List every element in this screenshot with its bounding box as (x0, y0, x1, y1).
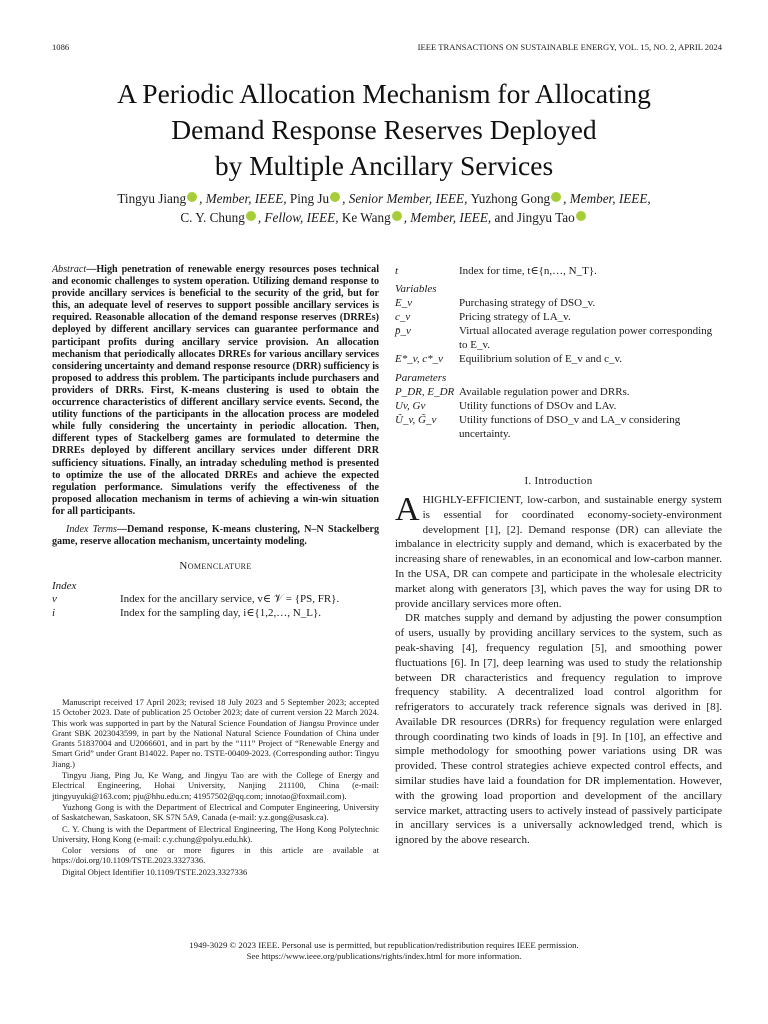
nomenclature-row (395, 385, 722, 399)
nomenclature-definition: Equilibrium solution of E_v and c_v. (459, 353, 623, 366)
nomenclature-row (52, 592, 379, 606)
nomenclature-row (395, 296, 722, 310)
author-role: , Member, IEEE, (563, 191, 651, 206)
author-name: Ke Wang (341, 210, 391, 225)
author-role: , Member, IEEE, (403, 210, 495, 225)
nomenclature-definition: Utility functions of DSOv and LAv. (459, 399, 617, 412)
copyright-notice (40, 940, 728, 962)
orcid-icon[interactable] (330, 192, 340, 202)
nomenclature-symbol: Ũ_v, G̃_v (395, 413, 437, 426)
nomenclature-definition: Utility functions of DSO_v and LA_v considering uncertainty. (459, 413, 681, 440)
orcid-icon[interactable] (576, 211, 586, 221)
section-heading-introduction: I. Introduction (524, 474, 593, 487)
nomenclature-row (395, 264, 722, 278)
nomenclature-symbol: Uv, Gv (395, 399, 426, 412)
index-terms-text: —Demand response, K-means clustering, N–N Stackelberg game, reserve allocation mechanism, uncertainty modeling. (52, 523, 379, 548)
right-column (395, 264, 722, 848)
intro-paragraph: DR matches supply and demand by adjusting the power consumption of users, usually by providing ancillary services to the system, such as peak-shaving [4], frequency regulation [5], and smoothing power fluctuations [6]. In [7], deep learning was used to study the relationship between DR characteristics and frequency regulation to improve frequency stability. A decentralized load control algorithm for refrigerators to accurately track reference signals was derived in [8]. Available DR resources (DRRs) for frequency regulation were enlarged through coordinating two kinds of loads in [9]. In [10], an effective and simple methodology for smoothing power variations using DR was provided. These control strategies achieve expected control effects, and similar studies have laid a foundation for DR implementation. However, with the growing load proportion and development of the ancillary service market, attracting users to actively instead of passively participate in ancillary services is a universally acknowledged trend, which is ignored by the above research. (395, 612, 722, 847)
variables-subheading: Variables (395, 283, 437, 296)
nomenclature-definition: Index for the sampling day, i∈{1,2,…, N_L}. (120, 607, 321, 620)
nomenclature-definition: Pricing strategy of LA_v. (459, 311, 571, 324)
author-name: Ping Ju (289, 191, 330, 206)
author-list (60, 189, 708, 227)
footnote: Digital Object Identifier 10.1109/TSTE.2023.3327336 (62, 866, 248, 877)
introduction-body (395, 490, 722, 848)
nomenclature-symbol: i (52, 607, 56, 620)
abstract-text: —High penetration of renewable energy resources poses technical and economic challenges to system operation. Utilizing demand response to provide ancillary services is beneficial to the security of the grid, but for this, an adequate level of reserves to support possible ancillary services is required. Reasonable allocation of the demand response reserves (DRREs) deployed by different ancillary services can guarantee performance and participant profits during ancillary service provision. An allocation mechanism that periodically allocates DRREs for various ancillary services considering uncertainty and demand response resource (DRR) sufficiency is proposed to address this problem. The participants include purchasers and providers of DRRs. First, K-means clustering is used to obtain the occurrence characteristics of different ancillary service events. Second, the utility functions of the participants in the allocation process are modeled while fully considering the uncertainty in periodic allocation. Then, different types of Stackelberg games are formulated to determine the DRREs deployed by different ancillary services under different DRR sufficiency situations. Finally, an intraday scheduling method is presented to optimize the use of the allocated DRREs and achieve the expected regulation performance. Simulations verify the effectiveness of the proposed allocation mechanism in terms of achieving a win-win situation for all participants. (52, 264, 379, 517)
index-terms (52, 524, 379, 548)
parameters-subheading: Parameters (395, 371, 447, 384)
author-line (60, 189, 708, 208)
copyright-line: See https://www.ieee.org/publications/rights/index.html for more information. (246, 951, 522, 961)
nomenclature-symbol: P_DR, E_DR (395, 385, 455, 398)
nomenclature-symbol: t (395, 265, 399, 277)
footnote: Yuzhong Gong is with the Department of Electrical and Computer Engineering, University of Saskatchewan, Saskatoon, SK S7N 5A9, Canada (e-mail: y.z.gong@usask.ca). (52, 801, 379, 823)
drop-cap: A (395, 490, 420, 528)
paper-title (40, 76, 728, 184)
author-role: , Member, IEEE, (199, 191, 290, 206)
nomenclature-symbol: E*_v, c*_v (395, 353, 444, 366)
author-name: and Jingyu Tao (494, 210, 575, 225)
title-line: Demand Response Reserves Deployed (171, 114, 597, 145)
nomenclature-row (395, 413, 722, 441)
page-number: 1086 (52, 42, 70, 52)
journal-name: IEEE TRANSACTIONS ON SUSTAINABLE ENERGY, VOL. 15, NO. 2, APRIL 2024 (417, 42, 722, 52)
nomenclature-definition: Index for the ancillary service, v∈ 𝒱 = {PS, FR}. (120, 593, 340, 606)
author-role: , Senior Member, IEEE, (342, 191, 471, 206)
orcid-icon[interactable] (392, 211, 402, 221)
footnotes (52, 697, 379, 878)
author-role: , Fellow, IEEE, (257, 210, 342, 225)
nomenclature-definition: Purchasing strategy of DSO_v. (459, 297, 596, 310)
title-line: A Periodic Allocation Mechanism for Allocating (117, 78, 651, 109)
footnote: Color versions of one or more figures in this article are available at https://doi.org/10.1109/TSTE.2023.3327336. (52, 845, 379, 866)
abstract-label: Abstract (52, 264, 87, 275)
nomenclature-heading: Nomenclature (179, 560, 252, 573)
orcid-icon[interactable] (551, 192, 561, 202)
orcid-icon[interactable] (246, 211, 256, 221)
footnote: Manuscript received 17 April 2023; revised 18 July 2023 and 5 September 2023; accepted 15 October 2023. Date of publication 25 October 2023; date of current version 22 March 2024. This work was supported in part by the Natural Science Foundation of Jiangsu Province under Grant SBK 2023043599, in part by the National Natural Science Foundation of China under Grants 51837004 and U2066601, and in part by the “111” Project of “Renewable Energy and Smart Grid” under Grant B14022. Paper no. TSTE-00409-2023. (Corresponding author: Tingyu Jiang.) (52, 697, 379, 769)
copyright-line: 1949-3029 © 2023 IEEE. Personal use is permitted, but republication/redistribution requires IEEE permission. (189, 940, 579, 950)
abstract (52, 264, 379, 518)
nomenclature-row (395, 310, 722, 324)
nomenclature-symbol: c_v (395, 311, 411, 324)
index-terms-label: Index Terms (66, 523, 117, 535)
index-subheading: Index (52, 580, 77, 593)
nomenclature-definition: Index for time, t∈{n,…, N_T}. (459, 265, 597, 277)
orcid-icon[interactable] (187, 192, 197, 202)
nomenclature-symbol: v (52, 593, 57, 606)
nomenclature-definition: Virtual allocated average regulation power corresponding to E_v. (459, 325, 713, 352)
author-name: Tingyu Jiang (117, 191, 187, 206)
footnote: C. Y. Chung is with the Department of Electrical Engineering, The Hong Kong Polytechnic University, Hong Kong (e-mail: c.y.chung@polyu.edu.hk). (52, 823, 379, 844)
nomenclature-row (395, 352, 722, 366)
author-line (60, 208, 708, 227)
author-name: C. Y. Chung (180, 210, 245, 225)
footnote: Tingyu Jiang, Ping Ju, Ke Wang, and Jingyu Tao are with the College of Energy and Electrical Engineering, Hohai University, Nanjing 211100, China (e-mail: jtingyuyuki@163.com; pju@hhu.edu.cn; 41957502@qq.com; innotao@foxmail.com). (52, 770, 379, 801)
nomenclature-row (52, 606, 379, 620)
author-name: Yuzhong Gong (470, 191, 551, 206)
nomenclature-row (395, 324, 722, 352)
nomenclature-definition: Available regulation power and DRRs. (459, 385, 630, 398)
left-column (52, 264, 379, 620)
nomenclature-symbol: E_v (395, 297, 413, 310)
nomenclature-row (395, 399, 722, 413)
nomenclature-symbol: p̄_v (395, 325, 411, 338)
title-line: by Multiple Ancillary Services (214, 150, 554, 181)
intro-paragraph-text: HIGHLY-EFFICIENT, low-carbon, and sustainable energy system is essential for coordinated economy-society-environment development [1], [2]. Demand response (DR) can alleviate the imbalance in electricity supply and demand, which is exacerbated by the increasing share of renewables, in an economical and low-carbon manner. In the USA, DR can compete and participate in the wholesale electricity market along with generators [3], which paves the way for using DR to provide ancillary services more often. (395, 493, 722, 610)
intro-paragraph (395, 490, 722, 611)
